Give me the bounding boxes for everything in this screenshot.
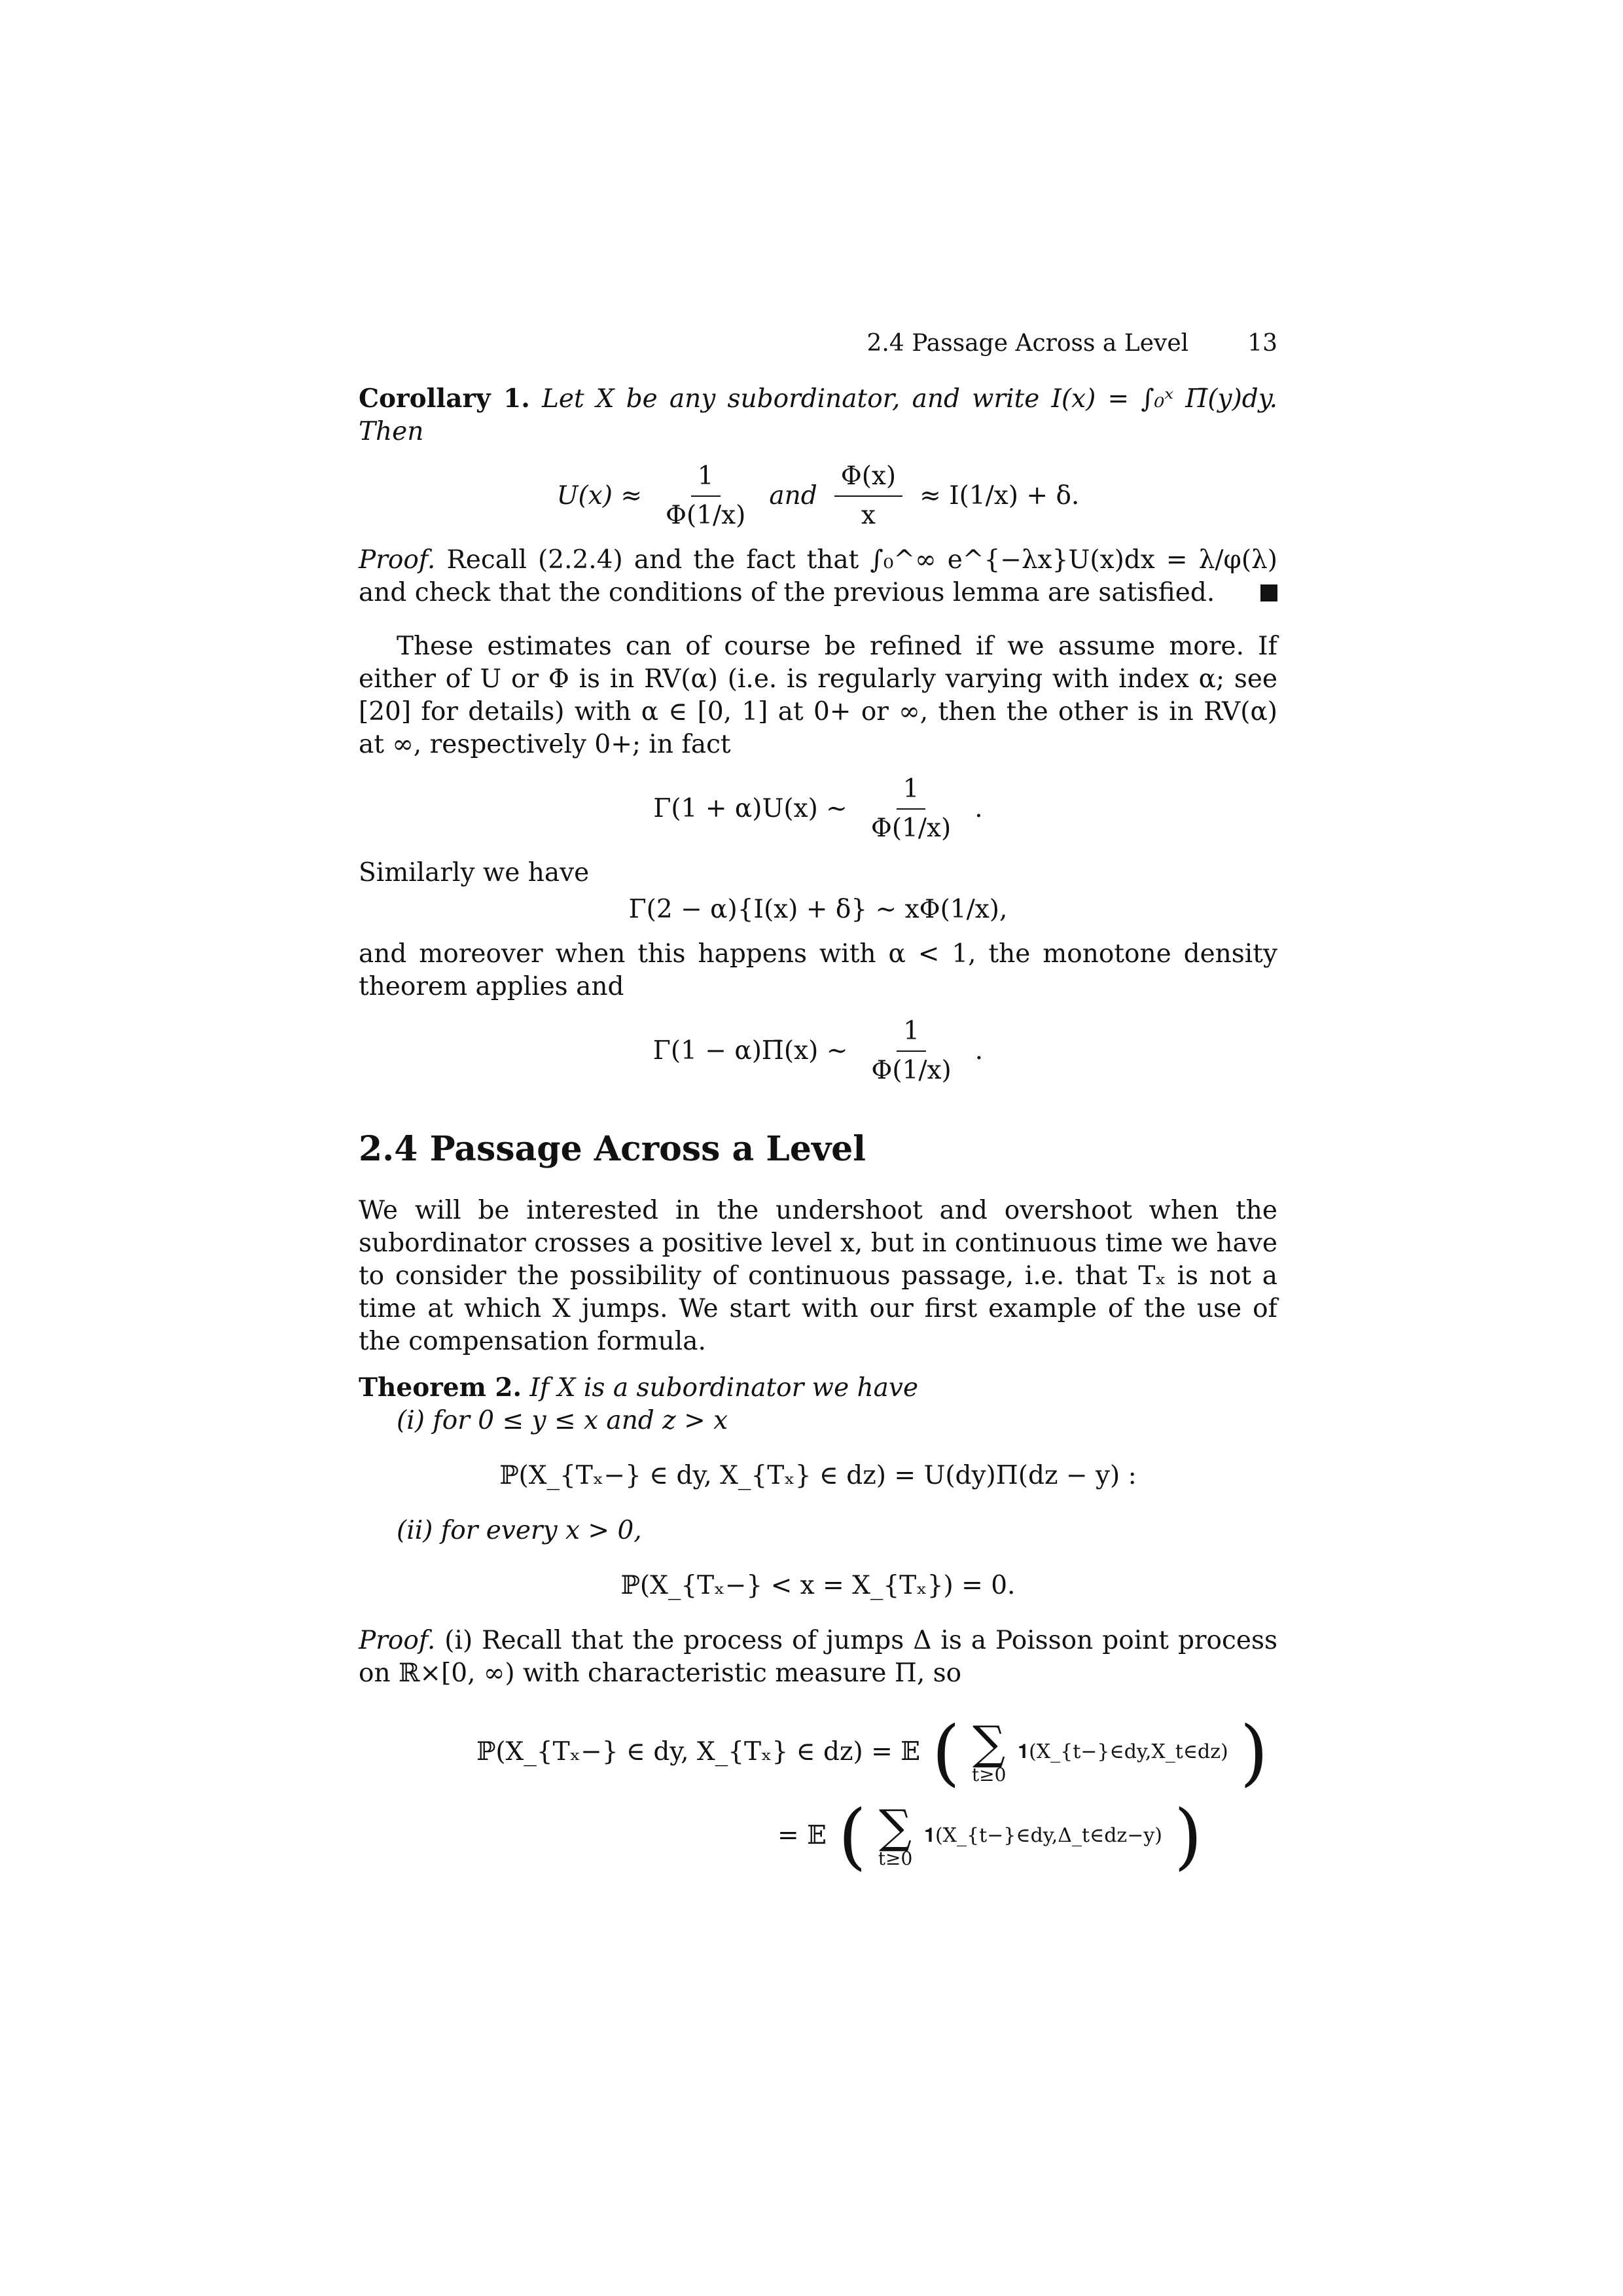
eq-a-lhs: ℙ(X_{Tₓ−} ∈ dy, X_{Tₓ} ∈ dz) = 𝔼 xyxy=(476,1737,920,1767)
fraction-denominator: Φ(1/x) xyxy=(871,1056,952,1085)
proof-1-label: Proof. xyxy=(359,545,436,575)
sum-operator xyxy=(971,1716,1007,1785)
eq1-lhs: Γ(1 + α)U(x) ∼ xyxy=(653,794,847,823)
corollary-text: Let X be any subordinator, and write I(x) = ∫₀ˣ Π̄(y)dy. Then xyxy=(359,384,1278,446)
left-paren: ( xyxy=(838,1794,866,1878)
eq-b-lhs: = 𝔼 xyxy=(777,1821,827,1850)
section-title: 2.4 Passage Across a Level xyxy=(359,1129,866,1169)
eq3-lhs: Γ(1 − α)Π̄(x) ∼ xyxy=(652,1036,848,1066)
sum-limit: t≥0 xyxy=(971,1764,1007,1785)
eq1-end: . xyxy=(974,794,983,823)
corollary-label: Corollary 1. xyxy=(359,384,530,414)
theorem-label: Theorem 2. xyxy=(359,1372,522,1403)
proof-equation-b xyxy=(359,1794,1277,1878)
corollary-eq-left-fraction xyxy=(659,460,752,532)
header-section: 2.4 Passage Across a Level xyxy=(866,330,1189,357)
corollary-equation xyxy=(359,460,1277,532)
moreover-text: and moreover when this happens with α < 1, the monotone density theorem applies and xyxy=(359,939,1277,1001)
proof-2-label: Proof. xyxy=(359,1626,436,1655)
page-body xyxy=(359,327,1277,1884)
fraction-denominator: x xyxy=(861,501,876,530)
theorem-statement xyxy=(359,1371,1277,1405)
proof-1 xyxy=(359,544,1277,609)
running-header xyxy=(359,327,1277,360)
intro-paragraph: We will be interested in the undershoot and overshoot when the subordinator crosses a positive level x, but in continuous time we have to consider the possibility of continuous passage, i.e. that Tₓ is not a time at which X jumps. We start with our first example of the use of the compensation formula. xyxy=(359,1196,1277,1356)
eq2: Γ(2 − α){I(x) + δ} ∼ xΦ(1/x), xyxy=(628,895,1008,924)
fraction-numerator: 1 xyxy=(897,773,926,810)
fraction-numerator: 1 xyxy=(897,1015,926,1052)
left-paren: ( xyxy=(931,1710,960,1794)
sum-symbol: ∑ xyxy=(879,1800,912,1854)
estimate-equation-1 xyxy=(359,773,1277,845)
proof-equation-a xyxy=(359,1710,1277,1794)
right-paren: ) xyxy=(1240,1710,1268,1794)
sum-limit: t≥0 xyxy=(878,1848,913,1869)
eq3-end: . xyxy=(974,1036,984,1066)
eq-ii: ℙ(X_{Tₓ−} < x = X_{Tₓ}) = 0. xyxy=(620,1571,1016,1600)
eq-i: ℙ(X_{Tₓ−} ∈ dy, X_{Tₓ} ∈ dz) = U(dy)Π(dz − y) : xyxy=(499,1461,1137,1490)
eq-a-term: 𝟏(X_{t−}∈dy,X_t∈dz) xyxy=(1018,1740,1228,1763)
eq-b-term: 𝟏(X_{t−}∈dy,Δ_t∈dz−y) xyxy=(924,1824,1163,1847)
theorem-equation-ii xyxy=(359,1570,1277,1602)
fraction-numerator: Φ(x) xyxy=(834,460,902,497)
fraction-denominator: Φ(1/x) xyxy=(666,501,746,530)
eq3-fraction xyxy=(865,1015,957,1087)
theorem-part-i: (i) for 0 ≤ y ≤ x and z > x xyxy=(397,1406,728,1435)
corollary-eq-left-lhs: U(x) ≈ xyxy=(556,481,643,511)
corollary-statement xyxy=(359,382,1277,448)
theorem-equation-i xyxy=(359,1460,1277,1492)
qed-symbol xyxy=(1260,584,1277,601)
proof-2 xyxy=(359,1624,1277,1690)
estimate-equation-3 xyxy=(359,1015,1277,1087)
corollary-eq-and: and xyxy=(769,481,817,511)
theorem-text: If X is a subordinator we have xyxy=(529,1373,919,1403)
estimate-equation-2 xyxy=(359,893,1277,926)
page-number: 13 xyxy=(1247,330,1277,357)
corollary-eq-right-fraction xyxy=(834,460,902,532)
fraction-numerator: 1 xyxy=(691,460,721,497)
theorem-part-ii: (ii) for every x > 0, xyxy=(397,1516,642,1545)
eq1-fraction xyxy=(865,773,957,845)
sum-operator xyxy=(878,1800,913,1869)
proof-2-text: (i) Recall that the process of jumps Δ is a Poisson point process on ℝ×[0, ∞) with characteristic measure Π, so xyxy=(359,1626,1277,1688)
sum-symbol: ∑ xyxy=(972,1716,1006,1770)
corollary-eq-right-rhs: ≈ I(1/x) + δ. xyxy=(919,481,1080,511)
similarly-text: Similarly we have xyxy=(359,858,590,888)
proof-1-text: Recall (2.2.4) and the fact that ∫₀^∞ e^{−λx}U(x)dx = λ/φ(λ) and check that the conditions of the previous lemma are satisfied. xyxy=(359,545,1277,607)
fraction-denominator: Φ(1/x) xyxy=(870,814,952,843)
right-paren: ) xyxy=(1174,1794,1202,1878)
estimates-paragraph: These estimates can of course be refined if we assume more. If either of U or Φ is in RV(α) (i.e. is regularly varying with index α; see [20] for details) with α ∈ [0, 1] at 0+ or ∞, then the other is in RV(α) at ∞, respectively 0+; in fact xyxy=(359,632,1277,759)
